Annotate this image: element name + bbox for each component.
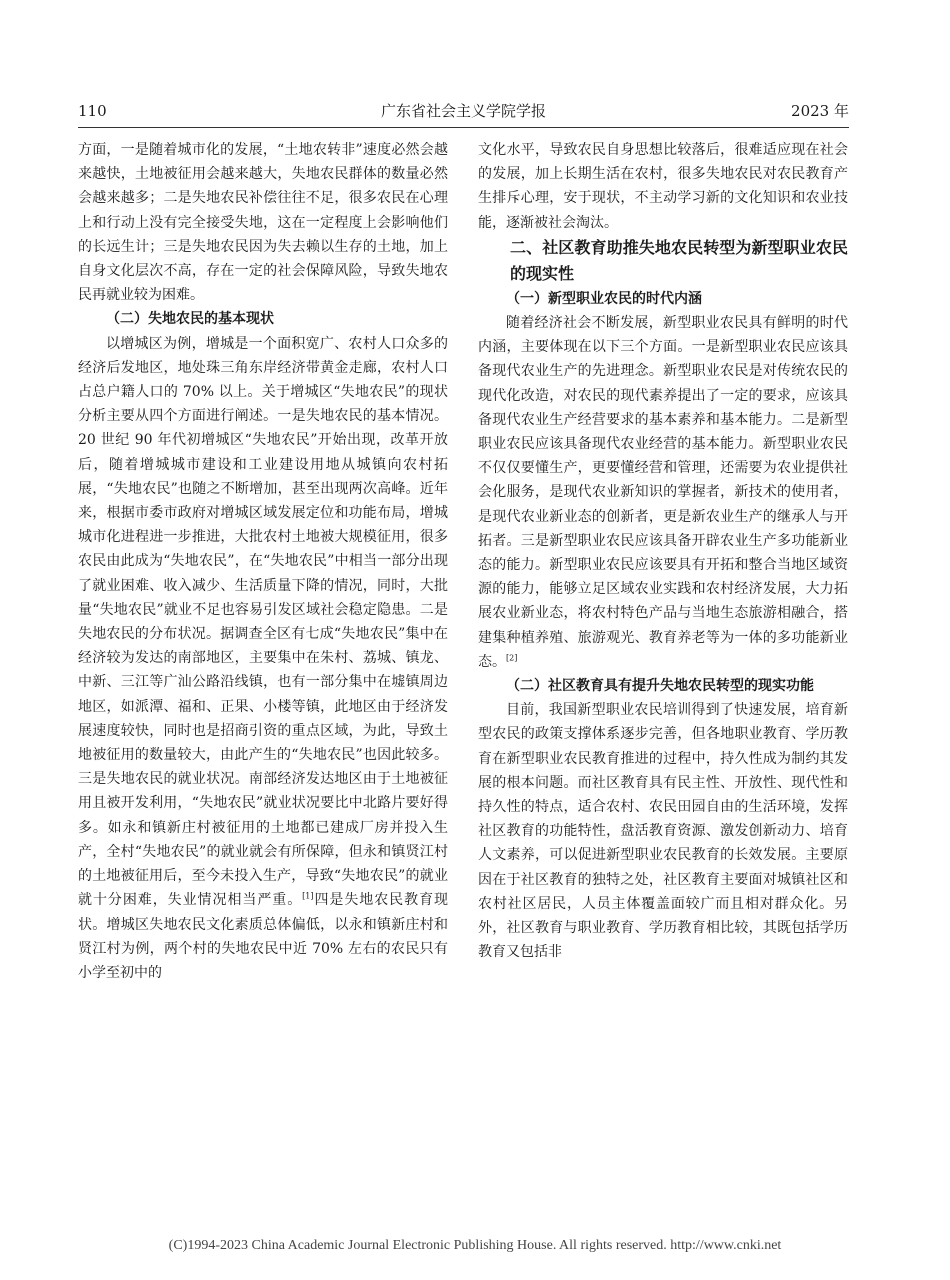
publication-year: 2023 年 [791, 102, 849, 120]
paragraph: 文化水平，导致农民自身思想比较落后，很难适应现在社会的发展，加上长期生活在农村，很多失地农民对农民教育产生排斥心理，安于现状，不主动学习新的文化知识和农业技能，逐渐被社会淘汰。 [478, 142, 848, 231]
paragraph-text: 随着经济社会不断发展，新型职业农民具有鲜明的时代内涵，主要体现在以下三个方面。一是新型职业农民应该具备现代农业生产的先进理念。新型职业农民是对传统农民的现代化改造，对农民的现代素养提出了一定的要求，应该具备现代农业生产经营要求的基本素养和基本能力。二是新型职业农民应该具备现代农业经营的基本能力。新型职业农民不仅仅要懂生产，更要懂经营和管理，还需要为农业提供社会化服务，是现代农业新知识的掌握者，新技术的使用者，是现代农业新业态的创新者，更是新农业生产的继承人与开拓者。三是新型职业农民应该具备开辟农业生产多功能新业态的能力。新型职业农民应该要具有开拓和整合当地区域资源的能力，能够立足区域农业实践和农村经济发展，大力拓展农业新业态，将农村特色产品与当地生态旅游相融合，搭建集种植养殖、旅游观光、教育养老等为一体的多功能新业态。 [478, 315, 848, 670]
journal-title: 广东省社会主义学院学报 [380, 102, 546, 120]
citation-ref[interactable]: [2] [506, 653, 518, 663]
page-number: 110 [78, 102, 107, 120]
copyright-footer: (C)1994-2023 China Academic Journal Electronic Publishing House. All rights reserved. http://www.cnki.net [168, 1238, 782, 1253]
subheading: （二）社区教育具有提升失地农民转型的现实功能 [506, 678, 814, 695]
subheading: （二）失地农民的基本现状 [106, 311, 274, 328]
section-heading: 二、社区教育助推失地农民转型为新型职业农民的现实性 [510, 237, 848, 283]
paragraph [78, 332, 448, 985]
citation-ref[interactable]: [1] [302, 891, 314, 901]
paragraph-text: 以增城区为例，增城是一个面积宽广、农村人口众多的经济后发地区，地处珠三角东岸经济带黄金走廊，农村人口占总户籍人口的 70% 以上。关于增城区“失地农民”的现状分析主要从四个方面进行阐述。一是失地农民的基本情况。20 世纪 90 年代初增城区“失地农民”开始出现，改革开放后，随着增城城市建设和工业建设用地从城镇向农村拓展，“失地农民”也随之不断增加，甚至出现两次高峰。近年来，根据市委市政府对增城区域发展定位和功能布局，增城城市化进程进一步推进，大批农村土地被大规模征用，很多农民由此成为“失地农民”，在“失地农民”中相当一部分出现了就业困难、收入减少、生活质量下降的情况，同时，大批量“失地农民”就业不足也容易引发区域社会稳定隐患。二是失地农民的分布状况。据调查全区有七成“失地农民”集中在经济较为发达的南部地区，主要集中在朱村、荔城、镇龙、中新、三江等广汕公路沿线镇，也有一部分集中在墟镇周边地区，如派潭、福和、正果、小楼等镇，此地区由于经济发展速度较快，同时也是招商引资的重点区域，为此，导致土地被征用的数量较大，由此产生的“失地农民”也因此较多。三是失地农民的就业状况。南部经济发达地区由于土地被征用且被开发利用，“失地农民”就业状况要比中北路片要好得多。如永和镇新庄村被征用的土地都已建成厂房并投入生产，全村“失地农民”的就业就会有所保障，但永和镇贤江村的土地被征用后，至今未投入生产，导致“失地农民”的就业就十分困难，失业情况相当严重。 [78, 335, 448, 909]
subheading: （一）新型职业农民的时代内涵 [506, 290, 702, 307]
paragraph [478, 311, 848, 674]
paragraph: 方面，一是随着城市化的发展，“土地农转非”速度必然会越来越快，土地被征用会越来越大，失地农民群体的数量必然会越来越多；二是失地农民补偿往往不足，很多农民在心理上和行动上没有完全接受失地，这在一定程度上会影响他们的长远生计；三是失地农民因为失去赖以生存的土地，加上自身文化层次不高，存在一定的社会保障风险，导致失地农民再就业较为困难。 [78, 142, 448, 304]
running-header [78, 95, 849, 128]
right-column [478, 138, 848, 965]
left-column [78, 138, 448, 985]
paragraph: 目前，我国新型职业农民培训得到了快速发展，培育新型农民的政策支撑体系逐步完善，但各地职业教育、学历教育在新型职业农民教育推进的过程中，持久性成为制约其发展的根本问题。而社区教育具有民主性、开放性、现代性和持久性的特点，适合农村、农民田园自由的生活环境，发挥社区教育的功能特性，盘活教育资源、激发创新动力、培育人文素养，可以促进新型职业农民教育的长效发展。主要原因在于社区教育的独特之处，社区教育主要面对城镇社区和农村社区居民，人员主体覆盖面较广而且相对群众化。另外，社区教育与职业教育、学历教育相比较，其既包括学历教育又包括非 [478, 702, 848, 961]
paragraph-text: 四是失地农民教育现状。增城区失地农民文化素质总体偏低，以永和镇新庄村和贤江村为例，两个村的失地农民中近 70% 左右的农民只有小学至初中的 [78, 892, 449, 981]
